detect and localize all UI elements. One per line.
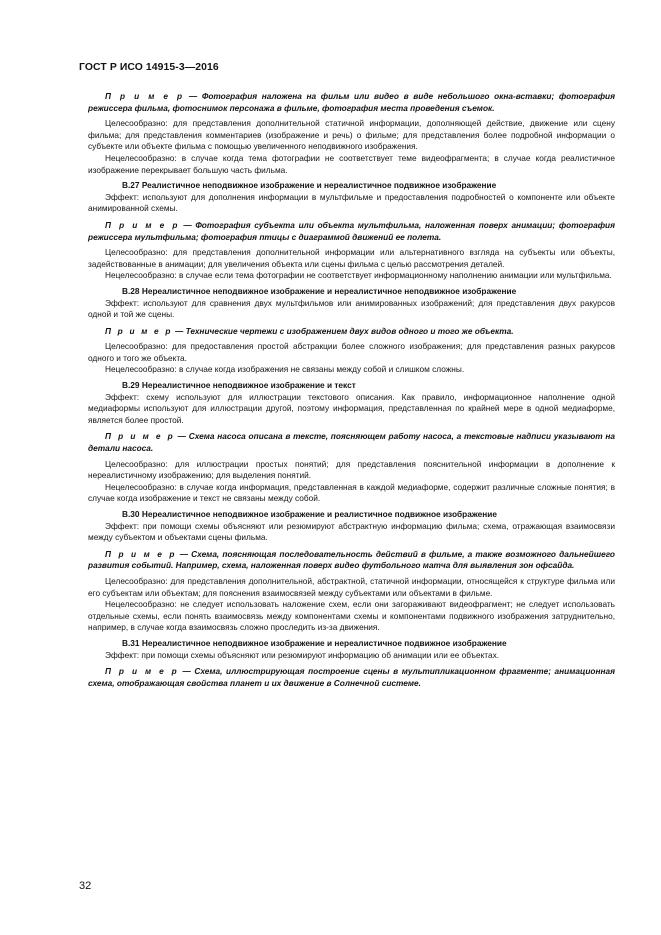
- section-number: В.30: [122, 509, 140, 519]
- example-lead: П р и м е р: [105, 219, 180, 230]
- body-paragraph: Нецелесообразно: в случае когда тема фотографии не соответствует теме видеофрагмента; в случае когда реалистичное изображение перекрывает большую часть фильма.: [88, 152, 615, 175]
- example-paragraph: [88, 431, 615, 454]
- example-paragraph: [88, 220, 615, 243]
- section-title: Нереалистичное неподвижное изображение и реалистичное подвижное изображение: [141, 509, 497, 519]
- body-paragraph: Целесообразно: для иллюстрации простых понятий; для представления пояснительной информации в дополнение к нереалистичному изображению; для выделения понятий.: [88, 458, 615, 481]
- body-paragraph: Нецелесообразно: в случае когда изображения не связаны между собой и слишком сложны.: [105, 364, 465, 375]
- body-paragraph: Целесообразно: для представления дополнительной статичной информации, дополняющей действие, движение или сцену фильма; для представления комментариев (изображение и речь) о фильме; для представления более подробной информации о субъекте или объекте фильма с помощью увеличенного неподвижного изображения.: [88, 118, 615, 152]
- example-text: — Фотография субъекта или объекта мультфильма, наложенная поверх анимации; фотография режиссера мультфильма; фотография птицы с диаграммой движений ее полета.: [88, 219, 615, 242]
- example-lead: П р и м е р: [105, 431, 175, 442]
- example-paragraph: [88, 91, 615, 114]
- example-text: — Схема, поясняющая последовательность действий в фильме, а также возможного дальнейшего развития событий. Например, схема, наложенная поверх видео футбольного матча для выявления зон офсайда.: [88, 548, 615, 571]
- body-paragraph: Целесообразно: для предоставления простой абстракции более сложного изображения; для представления разных ракурсов одного и того же объекта.: [88, 341, 615, 363]
- section-number: В.29: [122, 380, 140, 391]
- section-title: Реалистичное неподвижное изображение и нереалистичное подвижное изображение: [141, 180, 497, 191]
- body-paragraph: Целесообразно: для представления дополнительной, абстрактной, статичной информации, относящейся к структуре фильма или его субъектам или объектам; для пояснения взаимосвязей между субъектами или объектами в фильме.: [88, 575, 615, 598]
- body-paragraph: Целесообразно: для представления дополнительной информации или альтернативного взгляда на субъекты или объекты, задействованные в анимации; для увеличения объекта или сцены фильма с целью рассмотрения деталей.: [88, 247, 615, 269]
- body-paragraph: Эффект: используют для дополнения информации в мультфильме и предоставления подробностей о компоненте или объекте анимированной схемы.: [88, 191, 615, 214]
- example-lead: П р и м е р: [105, 91, 185, 101]
- document-body: [88, 91, 615, 693]
- page-number: 32: [79, 880, 92, 892]
- section-heading: [88, 509, 615, 521]
- body-paragraph: Эффект: используют для сравнения двух мультфильмов или анимированных изображений; для представления двух ракурсов одной и той же сцены.: [88, 297, 615, 320]
- section-heading: [88, 286, 615, 298]
- section-number: В.27: [122, 180, 140, 191]
- example-paragraph: [88, 326, 615, 338]
- example-text: — Технические чертежи с изображением двух видов одного и того же объекта.: [172, 325, 514, 336]
- example-text: — Схема, иллюстрирующая построение сцены в мультипликационном фрагменте; анимационная схема, отображающая свойства планет и их движение в Солнечной системе.: [88, 666, 615, 688]
- body-paragraph: Эффект: схему используют для иллюстрации текстового описания. Как правило, информационное наполнение одной медиаформы используют для иллюстрации другой, поэтому информация, представленная по крайней мере в одной медиаформе, является более простой.: [88, 391, 615, 425]
- section-heading: [88, 180, 615, 192]
- example-text: — Схема насоса описана в тексте, поясняющем работу насоса, а текстовые надписи указывают на детали насоса.: [88, 431, 615, 454]
- section-title: Нереалистичное неподвижное изображение и текст: [141, 380, 356, 391]
- body-paragraph: Нецелесообразно: в случае если тема фотографии не соответствует информационному наполнению анимации или мультфильма.: [105, 270, 612, 281]
- example-lead: П р и м е р: [105, 325, 173, 336]
- body-paragraph: Эффект: при помощи схемы объясняют или резюмируют абстрактную информацию фильма; схема, отражающая взаимосвязи между субъектом и объектами сцены фильма.: [88, 520, 615, 543]
- document-header: ГОСТ Р ИСО 14915-3—2016: [79, 62, 219, 73]
- section-heading: [88, 380, 615, 392]
- body-paragraph: Нецелесообразно: не следует использовать наложение схем, если они загораживают видеофрагмент; не следует использовать отдельные схемы, если понять взаимосвязь между компонентами схемы и компонентами подвижного изображения затруднительно, например, в случае когда взаимосвязь сложно проследить из-за движения.: [88, 599, 615, 633]
- example-paragraph: [88, 549, 615, 572]
- example-text: — Фотография наложена на фильм или видео в виде небольшого окна-вставки; фотография режиссера фильма, фотоснимок персонажа в фильме, фотография места проведения съемок.: [88, 91, 615, 113]
- section-number: В.28: [122, 285, 140, 296]
- example-lead: П р и м е р: [105, 548, 177, 559]
- body-paragraph: Нецелесообразно: в случае когда информация, представленная в каждой медиаформе, содержит различные сложные понятия; в случае когда изображение и текст не связаны между собой.: [88, 481, 615, 504]
- body-paragraph: Эффект: при помощи схемы объясняют или резюмируют информацию об анимации или ее объектах.: [105, 649, 500, 660]
- section-title: Нереалистичное неподвижное изображение и нереалистичное неподвижное изображение: [141, 285, 517, 296]
- section-title: Нереалистичное неподвижное изображение и нереалистичное подвижное изображение: [141, 637, 507, 648]
- example-paragraph: [88, 666, 615, 689]
- section-number: В.31: [122, 637, 140, 648]
- example-lead: П р и м е р: [105, 666, 179, 677]
- section-heading: [88, 638, 615, 650]
